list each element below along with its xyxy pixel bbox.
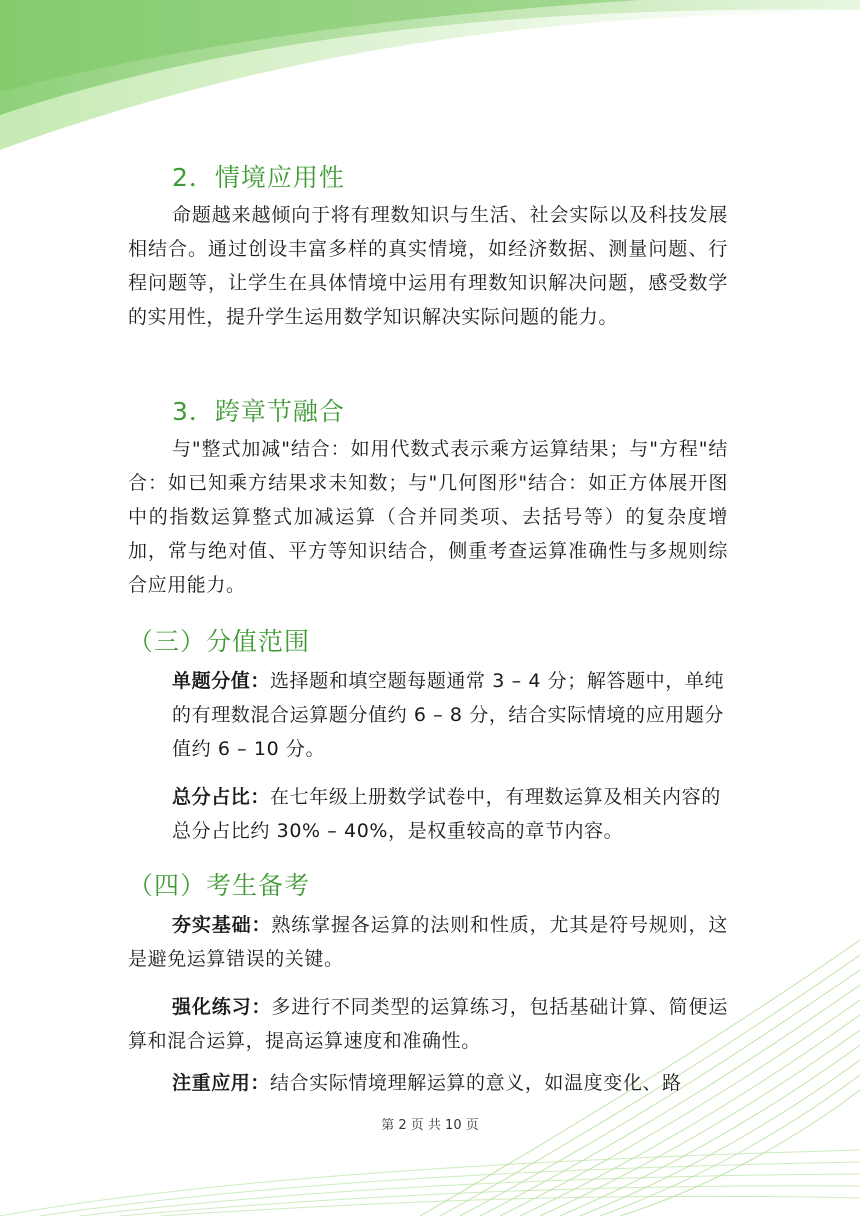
score-item-total-text: 在七年级上册数学试卷中，有理数运算及相关内容的总分占比约 30% – 40%，是权重较高的章节内容。 <box>172 786 721 842</box>
prep-item-practice-text: 多进行不同类型的运算练习，包括基础计算、简便运算和混合运算，提高运算速度和准确性。 <box>128 996 728 1052</box>
section-heading-prep: （四）考生备考 <box>128 871 311 900</box>
prep-item-foundation-text: 熟练掌握各运算的法则和性质，尤其是符号规则，这是避免运算错误的关键。 <box>128 914 728 970</box>
score-item-total <box>172 780 732 848</box>
prep-item-application-text: 结合实际情境理解运算的意义，如温度变化、路 <box>270 1072 682 1094</box>
section-heading-2: 2．情境应用性 <box>172 163 345 192</box>
prep-item-application-label: 注重应用： <box>172 1072 271 1094</box>
section-heading-score: （三）分值范围 <box>128 627 311 656</box>
prep-item-practice-label: 强化练习： <box>172 996 272 1018</box>
prep-item-application <box>128 1066 728 1100</box>
prep-item-foundation <box>128 908 728 976</box>
section-2-paragraph: 命题越来越倾向于将有理数知识与生活、社会实际以及科技发展相结合。通过创设丰富多样的真实情境，如经济数据、测量问题、行程问题等，让学生在具体情境中运用有理数知识解决问题，感受数学的实用性，提升学生运用数学知识解决实际问题的能力。 <box>128 204 728 328</box>
prep-item-foundation-label: 夯实基础： <box>172 914 272 936</box>
prep-item-practice <box>128 990 728 1058</box>
section-3-paragraph: 与"整式加减"结合：如用代数式表示乘方运算结果；与"方程"结合：如已知乘方结果求未知数；与"几何图形"结合：如正方体展开图中的指数运算整式加减运算（合并同类项、去括号等）的复杂度增加，常与绝对值、平方等知识结合，侧重考查运算准确性与多规则综合应用能力。 <box>128 438 728 596</box>
score-item-single-text: 选择题和填空题每题通常 3 – 4 分；解答题中，单纯的有理数混合运算题分值约 6 – 8 分，结合实际情境的应用题分值约 6 – 10 分。 <box>172 670 725 760</box>
score-item-single-label: 单题分值： <box>172 670 271 692</box>
section-heading-3: 3．跨章节融合 <box>172 397 345 426</box>
score-item-single <box>172 664 732 766</box>
score-item-total-label: 总分占比： <box>172 786 271 808</box>
page-footer: 第 2 页 共 10 页 <box>381 1118 479 1133</box>
